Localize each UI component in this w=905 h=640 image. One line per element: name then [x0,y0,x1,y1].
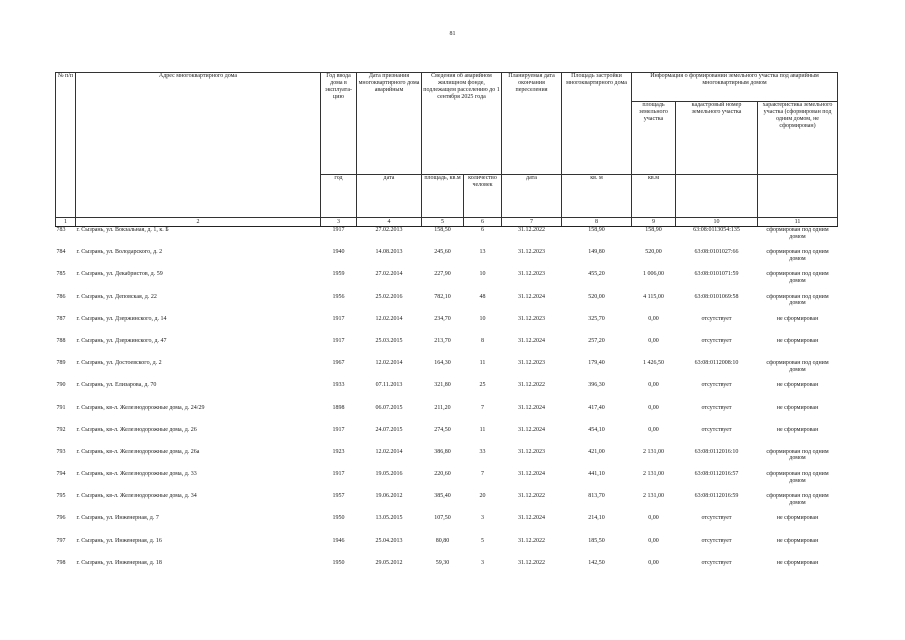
row-cadastral: отсутствует [701,515,732,522]
row-area: 107,50 [434,515,451,522]
row-land-area: 2 131,00 [643,493,664,500]
row-year: 1950 [332,559,345,566]
row-planned-date: 31.12.2023 [518,249,545,256]
header-cadastral: кадастровый номер земельного участка [676,102,758,175]
table-row [56,471,838,493]
row-building-area: 257,20 [588,337,605,344]
column-number-row [56,218,838,227]
table-row [56,227,838,250]
row-planned-date: 31.12.2024 [518,515,545,522]
row-area: 80,80 [435,537,450,544]
row-planned-date: 31.12.2024 [518,337,545,344]
header-num: № п/п [56,73,76,218]
page-number: 81 [449,31,456,37]
row-recognition-date: 12.02.2014 [375,360,403,367]
row-cadastral: 63:08:0113054:135 [693,227,740,233]
row-cadastral: отсутствует [701,382,732,389]
row-year: 1898 [332,404,345,411]
row-number: 793 [56,448,66,455]
column-number: 6 [464,218,502,227]
row-land-area: 2 131,00 [643,448,664,455]
row-number: 783 [56,227,66,233]
row-cadastral: 63:08:0101069:58 [694,293,739,300]
row-people: 13 [479,249,486,256]
column-number: 2 [76,218,321,227]
header-address: Адрес многоквартирного дома [76,73,321,218]
row-planned-date: 31.12.2022 [518,227,545,233]
table-row [56,515,838,537]
table-row [56,382,838,404]
unit-empty [676,175,758,218]
row-recognition-date: 06.07.2015 [375,404,403,411]
row-land-area: 0,00 [648,382,659,389]
row-characteristic: сформирован под одним домом [766,249,829,262]
row-planned-date: 31.12.2024 [518,404,545,411]
table-row [56,294,838,316]
row-cadastral: отсутствует [701,315,732,322]
row-land-area: 4 115,00 [643,293,664,300]
row-people: 11 [479,426,486,433]
unit-planned: дата [502,175,562,218]
row-cadastral: отсутствует [701,426,732,433]
unit-area: площадь, кв.м [422,175,464,218]
row-address: г. Сызрань, ул. Елизарова, д. 70 [76,382,157,389]
row-year: 1950 [332,515,345,522]
row-cadastral: 63:08:0112016:57 [694,471,739,478]
row-characteristic: не сформирован [776,559,819,566]
unit-year: год [321,175,357,218]
row-building-area: 158,90 [588,227,605,233]
row-characteristic: сформирован под одним домом [766,493,829,506]
table-row [56,427,838,449]
row-cadastral: 63:08:0112008:10 [694,360,739,367]
row-land-area: 2 131,00 [643,471,664,478]
row-building-area: 454,10 [588,426,605,433]
row-address: г. Сызрань, ул. Инженерная, д. 16 [76,537,162,544]
row-characteristic: сформирован под одним домом [766,271,829,284]
row-number: 796 [56,515,66,522]
row-characteristic: сформирован под одним домом [766,448,829,462]
row-building-area: 441,10 [588,471,605,478]
column-number: 8 [562,218,632,227]
row-land-area: 0,00 [648,337,659,344]
row-recognition-date: 19.06.2012 [375,493,403,500]
column-number: 9 [632,218,676,227]
header-planned-date: Планируемая дата окончания переселения [502,73,562,175]
table-row [56,493,838,515]
row-area: 782,10 [434,293,451,300]
row-building-area: 417,40 [588,404,605,411]
table-row [56,405,838,427]
row-address: г. Сызрань, ул. Инженерная, д. 18 [76,559,162,566]
row-address: г. Сызрань, ул. Инженерная, д. 7 [76,515,159,522]
row-planned-date: 31.12.2024 [518,293,545,300]
row-planned-date: 31.12.2023 [518,271,545,278]
row-recognition-date: 27.02.2014 [375,271,403,278]
header-building-area: Площадь застройки многоквартирного дома [562,73,632,175]
column-number: 10 [676,218,758,227]
row-people: 7 [481,404,484,411]
row-land-area: 1 426,50 [643,360,664,367]
row-area: 158,50 [434,227,451,233]
table-row [56,249,838,271]
row-planned-date: 31.12.2022 [518,382,545,389]
table-row [56,316,838,338]
row-land-area: 0,00 [648,537,659,544]
row-recognition-date: 25.02.2016 [375,293,403,300]
row-people: 5 [481,537,484,544]
row-year: 1957 [332,493,345,500]
row-year: 1917 [332,337,345,344]
header-recognition-date: Дата признания многоквартирного дома аварийным [357,73,422,175]
row-year: 1917 [332,471,345,478]
row-area: 274,50 [434,426,451,433]
row-characteristic: не сформирован [776,537,819,544]
row-recognition-date: 25.04.2013 [375,537,403,544]
row-building-area: 421,00 [588,448,605,455]
row-area: 234,70 [434,315,451,322]
row-people: 11 [479,360,486,367]
row-area: 386,80 [434,448,451,455]
row-planned-date: 31.12.2022 [518,537,545,544]
row-characteristic: сформирован под одним домом [766,227,829,240]
row-area: 220,60 [434,471,451,478]
row-cadastral: отсутствует [701,537,732,544]
row-characteristic: не сформирован [776,382,819,389]
row-planned-date: 31.12.2023 [518,448,545,455]
row-address: г. Сызрань, ул. Володарского, д. 2 [76,249,163,256]
row-area: 227,90 [434,271,451,278]
row-address: г. Сызрань, кв-л. Железнодорожные дома, д. 26 [76,426,197,433]
row-year: 1923 [332,448,345,455]
row-land-area: 0,00 [648,404,659,411]
row-planned-date: 31.12.2024 [518,426,545,433]
row-address: г. Сызрань, ул. Достоевского, д. 2 [76,360,162,367]
row-building-area: 325,70 [588,315,605,322]
row-characteristic: сформирован под одним домом [766,471,829,484]
row-number: 792 [56,426,66,433]
column-number: 11 [758,218,838,227]
row-recognition-date: 12.02.2014 [375,448,403,455]
emergency-housing-table [55,72,838,582]
row-number: 797 [56,537,66,544]
row-people: 8 [481,337,484,344]
row-people: 10 [479,315,486,322]
row-planned-date: 31.12.2023 [518,360,545,367]
row-number: 795 [56,493,66,500]
row-address: г. Сызрань, кв-л. Железнодорожные дома, д. 24/29 [76,404,205,411]
row-number: 791 [56,404,66,411]
row-people: 3 [481,515,484,522]
row-year: 1956 [332,293,345,300]
row-land-area: 0,00 [648,559,659,566]
row-number: 798 [56,559,66,566]
row-year: 1959 [332,271,345,278]
row-number: 788 [56,337,66,344]
row-number: 786 [56,293,66,300]
row-address: г. Сызрань, кв-л. Железнодорожные дома, д. 26а [76,448,200,455]
row-cadastral: 63:08:0101071:59 [694,271,739,278]
row-planned-date: 31.12.2022 [518,559,545,566]
row-people: 20 [479,493,486,500]
row-building-area: 455,20 [588,271,605,278]
row-recognition-date: 27.02.2013 [375,227,403,233]
row-address: г. Сызрань, ул. Дзержинского, д. 47 [76,337,167,344]
row-number: 794 [56,471,66,478]
row-land-area: 0,00 [648,426,659,433]
row-year: 1940 [332,249,345,256]
row-recognition-date: 07.11.2013 [375,382,403,389]
row-building-area: 396,30 [588,382,605,389]
table-row [56,449,838,471]
row-recognition-date: 25.03.2015 [375,337,403,344]
row-address: г. Сызрань, ул. Дзержинского, д. 14 [76,315,167,322]
row-building-area: 149,80 [588,249,605,256]
row-characteristic: не сформирован [776,404,819,411]
row-number: 785 [56,271,66,278]
row-area: 213,70 [434,337,451,344]
row-land-area: 158,90 [645,227,662,233]
row-building-area: 520,00 [588,293,605,300]
row-building-area: 185,50 [588,537,605,544]
row-characteristic: не сформирован [776,315,819,322]
row-number: 790 [56,382,66,389]
row-number: 787 [56,315,66,322]
row-area: 164,30 [434,360,451,367]
unit-land-sqm: кв.м [632,175,676,218]
row-year: 1967 [332,360,345,367]
column-number: 5 [422,218,464,227]
row-land-area: 1 006,00 [643,271,664,278]
table-row [56,538,838,560]
row-number: 784 [56,249,66,256]
column-number: 1 [56,218,76,227]
table-row [56,271,838,293]
table-row [56,360,838,382]
row-land-area: 0,00 [648,515,659,522]
row-area: 59,30 [435,559,450,566]
row-characteristic: не сформирован [776,515,819,522]
row-recognition-date: 14.08.2013 [375,249,403,256]
row-cadastral: 63:08:0112016:59 [694,493,739,500]
header-land-area: площадь земельного участка [632,102,676,175]
row-address: г. Сызрань, кв-л. Железнодорожные дома, д. 33 [76,471,197,478]
row-recognition-date: 12.02.2014 [375,315,403,322]
row-year: 1946 [332,537,345,544]
row-land-area: 0,00 [648,315,659,322]
row-area: 321,80 [434,382,451,389]
row-recognition-date: 19.05.2016 [375,471,403,478]
row-people: 33 [479,448,486,455]
header-emergency-info: Сведения об аварийном жилищном фонде, подлежащем расселению до 1 сентября 2025 года [422,73,502,175]
header-year: Год ввода дома в эксплуата-цию [321,73,357,175]
unit-people: количество человек [464,175,502,218]
header-land-info: Информация о формировании земельного участка под аварийным многоквартирным домом [632,73,838,102]
row-people: 10 [479,271,486,278]
column-number: 3 [321,218,357,227]
row-year: 1917 [332,227,345,233]
row-cadastral: отсутствует [701,559,732,566]
row-cadastral: отсутствует [701,337,732,344]
row-people: 48 [479,293,486,300]
unit-empty [758,175,838,218]
row-planned-date: 31.12.2022 [518,493,545,500]
row-address: г. Сызрань, ул. Вокзальная, д. 1, к. Б [76,227,169,233]
row-address: г. Сызрань, ул. Деповская, д. 22 [76,293,157,300]
row-year: 1933 [332,382,345,389]
unit-sqm: кв. м [562,175,632,218]
row-planned-date: 31.12.2024 [518,471,545,478]
row-cadastral: 63:08:0112016:10 [694,448,739,455]
row-building-area: 214,10 [588,515,605,522]
row-building-area: 179,40 [588,360,605,367]
row-people: 25 [479,382,486,389]
table-row [56,338,838,360]
row-area: 211,20 [434,404,451,411]
row-address: г. Сызрань, кв-л. Железнодорожные дома, д. 34 [76,493,197,500]
row-characteristic: сформирован под одним домом [766,293,829,307]
row-recognition-date: 24.07.2015 [375,426,403,433]
row-recognition-date: 29.05.2012 [375,559,403,566]
row-cadastral: 63:08:0101027:66 [694,249,739,256]
row-area: 385,40 [434,493,451,500]
unit-date: дата [357,175,422,218]
column-number: 7 [502,218,562,227]
row-planned-date: 31.12.2023 [518,315,545,322]
row-characteristic: не сформирован [776,337,819,344]
row-address: г. Сызрань, ул. Декабристов, д. 59 [76,271,163,278]
row-number: 789 [56,360,66,367]
row-recognition-date: 13.05.2015 [375,515,403,522]
row-land-area: 520,00 [645,249,662,256]
column-number: 4 [357,218,422,227]
row-characteristic: не сформирован [776,426,819,433]
row-characteristic: сформирован под одним домом [766,360,829,373]
row-year: 1917 [332,315,345,322]
row-building-area: 813,70 [588,493,605,500]
header-characteristic: характеристика земельного участка (сформирован под одним домом, не сформирован) [758,102,838,175]
row-building-area: 142,50 [588,559,605,566]
row-year: 1917 [332,426,345,433]
table-row [56,560,838,582]
row-people: 7 [481,471,484,478]
row-cadastral: отсутствует [701,404,732,411]
row-people: 6 [481,227,484,233]
row-area: 245,60 [434,249,451,256]
row-people: 3 [481,559,484,566]
